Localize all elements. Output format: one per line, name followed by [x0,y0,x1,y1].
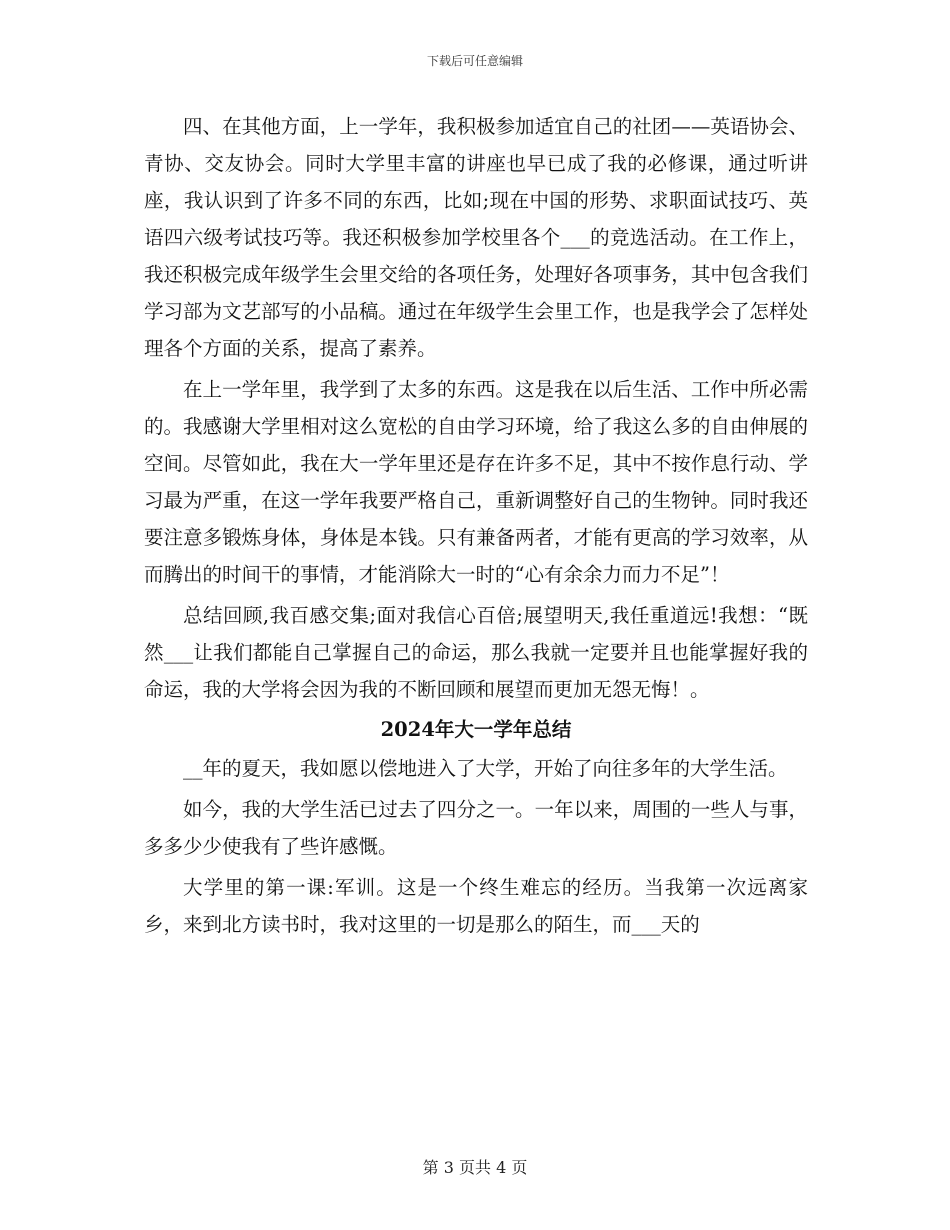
section-title: 2024年大一学年总结 [380,718,572,741]
page-header-note: 下载后可任意编辑 [426,54,523,68]
paragraph-summer: __年的夏天，我如愿以偿地进入了大学，开始了向往多年的大学生活。 [183,757,788,780]
paragraph-other-aspects: 四、在其他方面，上一学年，我积极参加适宜自己的社团——英语协会、青协、交友协会。同时大学里丰富的讲座也早已成了我的必修课，通过听讲座，我认识到了许多不同的东西，比如;现在中国的形势、求职面试技巧、英语四六级考试技巧等。我还积极参加学校里各个___的竞选活动。在工作上，我还积极完成年级学生会里交给的各项任务，处理好各项事务，其中包含我们学习部为文艺部写的小品稿。通过在年级学生会里工作，也是我学会了怎样处理各个方面的关系，提高了素养。 [144,115,808,360]
page-number: 第 3 页共 4 页 [422,1158,528,1177]
paragraph-now: 如今，我的大学生活已过去了四分之一。一年以来，周围的一些人与事，多多少少使我有了些许感慨。 [144,798,808,858]
paragraph-military-training: 大学里的第一课:军训。这是一个终生难忘的经历。当我第一次远离家乡，来到北方读书时，我对这里的一切是那么的陌生，而___天的 [144,876,808,936]
document-body [144,108,808,947]
paragraph-learned: 在上一学年里，我学到了太多的东西。这是我在以后生活、工作中所必需的。我感谢大学里相对这么宽松的自由学习环境，给了我这么多的自由伸展的空间。尽管如此，我在大一学年里还是存在许多不足，其中不按作息行动、学习最为严重，在这一学年我要严格自己，重新调整好自己的生物钟。同时我还要注意多锻炼身体，身体是本钱。只有兼备两者，才能有更高的学习效率，从而腾出的时间干的事情，才能消除大一时的“心有余余力而力不足”！ [144,378,808,586]
paragraph-review: 总结回顾,我百感交集;面对我信心百倍;展望明天,我任重道远!我想：“既然___让我们都能自己掌握自己的命运，那么我就一定要并且也能掌握好我的命运，我的大学将会因为我的不断回顾和展望而更加无怨无悔！。 [144,604,808,701]
